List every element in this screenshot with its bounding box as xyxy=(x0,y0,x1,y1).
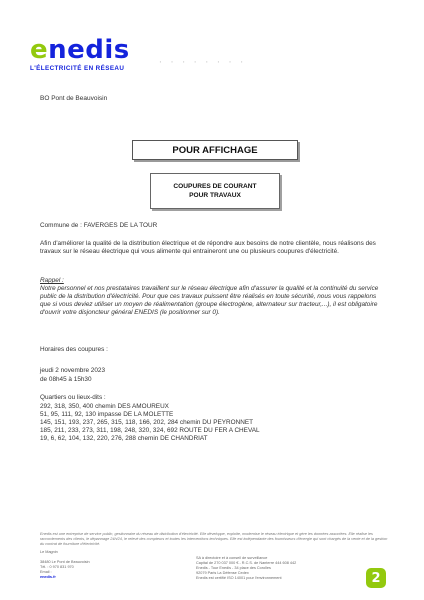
page-title: POUR AFFICHAGE xyxy=(172,144,258,156)
rappel-block xyxy=(40,277,380,317)
subtitle-line-2: POUR TRAVAUX xyxy=(189,192,241,199)
list-item: 185, 211, 233, 273, 311, 198, 248, 320, 324, 692 ROUTE DU FER A CHEVAL xyxy=(40,427,260,434)
rappel-title: Rappel : xyxy=(40,277,64,284)
subtitle-line-1: COUPURES DE COURANT xyxy=(173,183,257,190)
enedis-logo xyxy=(30,36,130,72)
list-item: 51, 95, 111, 92, 130 impasse DE LA MOLETTE xyxy=(40,411,174,418)
faded-stamp: · · · · · · · · xyxy=(158,58,246,67)
legal-line: 92079 Paris La Défense Cedex xyxy=(196,571,249,575)
subtitle-box xyxy=(150,173,280,209)
legal-line: SA à directoire et à conseil de surveillance xyxy=(196,556,268,560)
title-box xyxy=(132,140,298,160)
footer-place: Le Magnin xyxy=(40,550,58,554)
list-item: 19, 6, 62, 104, 132, 220, 276, 288 chemin DE CHANDRIAT xyxy=(40,435,208,442)
enedis-badge-icon: 2 xyxy=(366,568,386,588)
commune: Commune de : FAVERGES DE LA TOUR xyxy=(40,222,158,229)
outage-time: de 08h45 à 15h30 xyxy=(40,376,92,383)
footer-note: Enedis est une entreprise de service public, gestionnaire du réseau de distribution d'électricité. Elle développe, exploite, modernise le réseau électrique et gère les données associées. Elle réalise les raccordements des clients, le dépannage 24h/24, le relevé des compteurs et toutes les interventions techniques. Elle est indépendante des fournisseurs d'énergie qui sont chargés de la vente et de la gestion du contrat de fourniture d'électricité. xyxy=(40,532,388,546)
intro-paragraph: Afin d'améliorer la qualité de la distribution électrique et de répondre aux besoins de notre clientèle, nous réalisons des travaux sur le réseau électrique qui vous alimente qui entraineront une ou plusieurs coupures d'électricité. xyxy=(40,240,376,255)
footer-email: Email : xyxy=(40,570,52,574)
outage-date: jeudi 2 novembre 2023 xyxy=(40,367,106,374)
footer-address: 38480 Le Pont de Beauvoisin xyxy=(40,560,90,564)
legal-line: Capital de 270 037 000 € - R.C.S. de Nanterre 444 608 442 xyxy=(196,561,297,565)
quartiers-title: Quartiers ou lieux-dits : xyxy=(40,394,106,401)
legal-line: Enedis - Tour Enedis - 34 place des Corolles xyxy=(196,566,271,570)
logo-tagline: L'ÉLECTRICITÉ EN RÉSEAU xyxy=(30,65,125,72)
logo-letter-e: e xyxy=(30,35,49,65)
logo-letters: nedis xyxy=(48,35,130,65)
list-item: 292, 318, 350, 400 chemin DES AMOUREUX xyxy=(40,403,169,410)
rappel-body: Notre personnel et nos prestataires travaillent sur le réseau électrique afin d'assurer la qualité et la continuité du service public de la distribution d'électricité. Pour que ces travaux puissent être réalisés en toute sécurité, nous vous rappelons que si vous deviez utiliser un moyen de réalimentation (groupe électrogène, alternateur sur tracteur,...), il est obligatoire d'ouvrir votre disjoncteur général ENEDIS (le positionner sur 0). xyxy=(40,285,379,316)
footer-tel: Tél. : 0 970 831 970 xyxy=(40,565,74,569)
legal-line: Enedis est certifié ISO 14001 pour l'environnement xyxy=(196,576,282,580)
footer-legal xyxy=(196,556,296,581)
footer-website[interactable]: enedis.fr xyxy=(40,575,56,579)
list-item: 145, 151, 193, 237, 265, 315, 118, 166, 202, 284 chemin DU PEYRONNET xyxy=(40,419,254,426)
horaires-title: Horaires des coupures : xyxy=(40,346,108,353)
sender-office: BO Pont de Beauvoisin xyxy=(40,95,108,102)
footer-contact xyxy=(40,550,90,580)
logo-wordmark xyxy=(30,36,130,64)
quartiers-list xyxy=(40,403,260,443)
